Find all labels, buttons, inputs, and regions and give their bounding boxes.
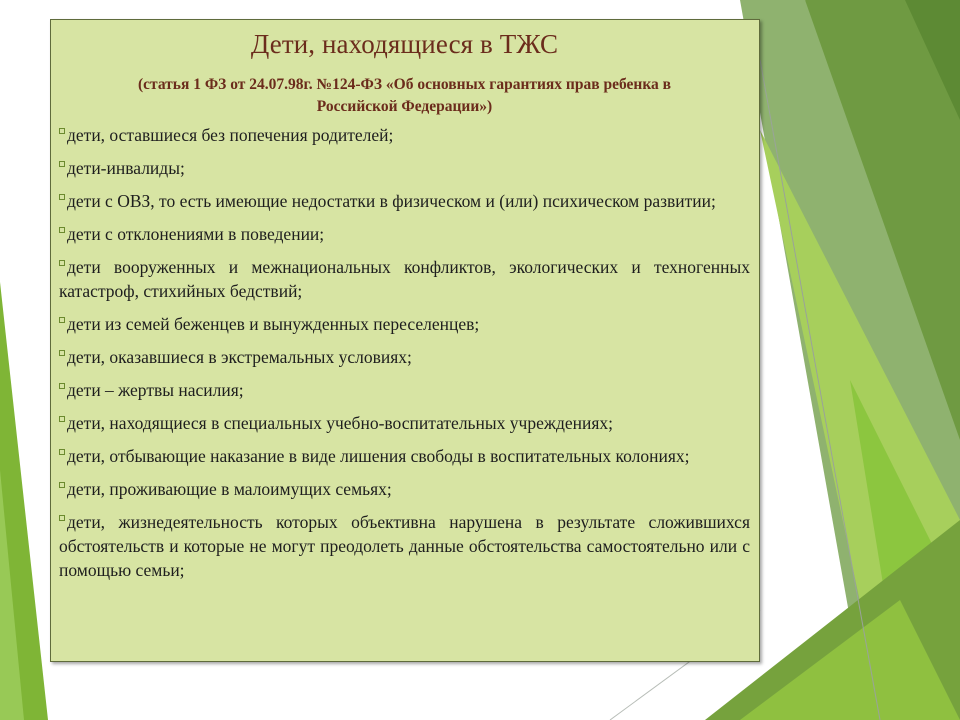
list-item-text: дети с ОВЗ, то есть имеющие недостатки в физическом и (или) психическом развитии; xyxy=(67,191,716,211)
list-item xyxy=(59,411,750,435)
list-item xyxy=(59,156,750,180)
list-item-text: дети, находящиеся в специальных учебно-воспитательных учреждениях; xyxy=(67,413,614,433)
list-item-text: дети, проживающие в малоимущих семьях; xyxy=(67,479,392,499)
content-box xyxy=(50,19,760,662)
square-bullet-icon xyxy=(59,128,65,134)
list-item-text: дети с отклонениями в поведении; xyxy=(67,224,325,244)
square-bullet-icon xyxy=(59,161,65,167)
list-item-text: дети-инвалиды; xyxy=(67,158,185,178)
list-item-text: дети, жизнедеятельность которых объективна нарушена в результате сложившихся обстоятельств и которые не могут преодолеть данные обстоятельства самостоятельно или с помощью семьи; xyxy=(59,512,750,580)
square-bullet-icon xyxy=(59,416,65,422)
list-item xyxy=(59,345,750,369)
list-item xyxy=(59,444,750,468)
list-item xyxy=(59,510,750,582)
list-item-text: дети вооруженных и межнациональных конфликтов, экологических и техногенных катастроф, стихийных бедствий; xyxy=(59,257,750,301)
square-bullet-icon xyxy=(59,482,65,488)
category-list xyxy=(59,123,750,582)
square-bullet-icon xyxy=(59,227,65,233)
square-bullet-icon xyxy=(59,515,65,521)
list-item xyxy=(59,477,750,501)
list-item-text: дети, оставшиеся без попечения родителей; xyxy=(67,125,394,145)
list-item xyxy=(59,255,750,303)
square-bullet-icon xyxy=(59,383,65,389)
list-item xyxy=(59,222,750,246)
list-item xyxy=(59,189,750,213)
slide-subtitle xyxy=(59,74,750,118)
square-bullet-icon xyxy=(59,194,65,200)
list-item-text: дети из семей беженцев и вынужденных переселенцев; xyxy=(67,314,480,334)
square-bullet-icon xyxy=(59,449,65,455)
list-item xyxy=(59,378,750,402)
subtitle-line-2: Российской Федерации») xyxy=(316,98,493,115)
list-item-text: дети – жертвы насилия; xyxy=(67,380,244,400)
subtitle-line-1: (статья 1 ФЗ от 24.07.98г. №124-ФЗ «Об основных гарантиях прав ребенка в xyxy=(137,76,672,93)
list-item xyxy=(59,312,750,336)
slide-title: Дети, находящиеся в ТЖС xyxy=(250,29,559,59)
list-item-text: дети, оказавшиеся в экстремальных условиях; xyxy=(67,347,412,367)
list-item xyxy=(59,123,750,147)
square-bullet-icon xyxy=(59,317,65,323)
square-bullet-icon xyxy=(59,260,65,266)
list-item-text: дети, отбывающие наказание в виде лишения свободы в воспитательных колониях; xyxy=(67,446,690,466)
square-bullet-icon xyxy=(59,350,65,356)
